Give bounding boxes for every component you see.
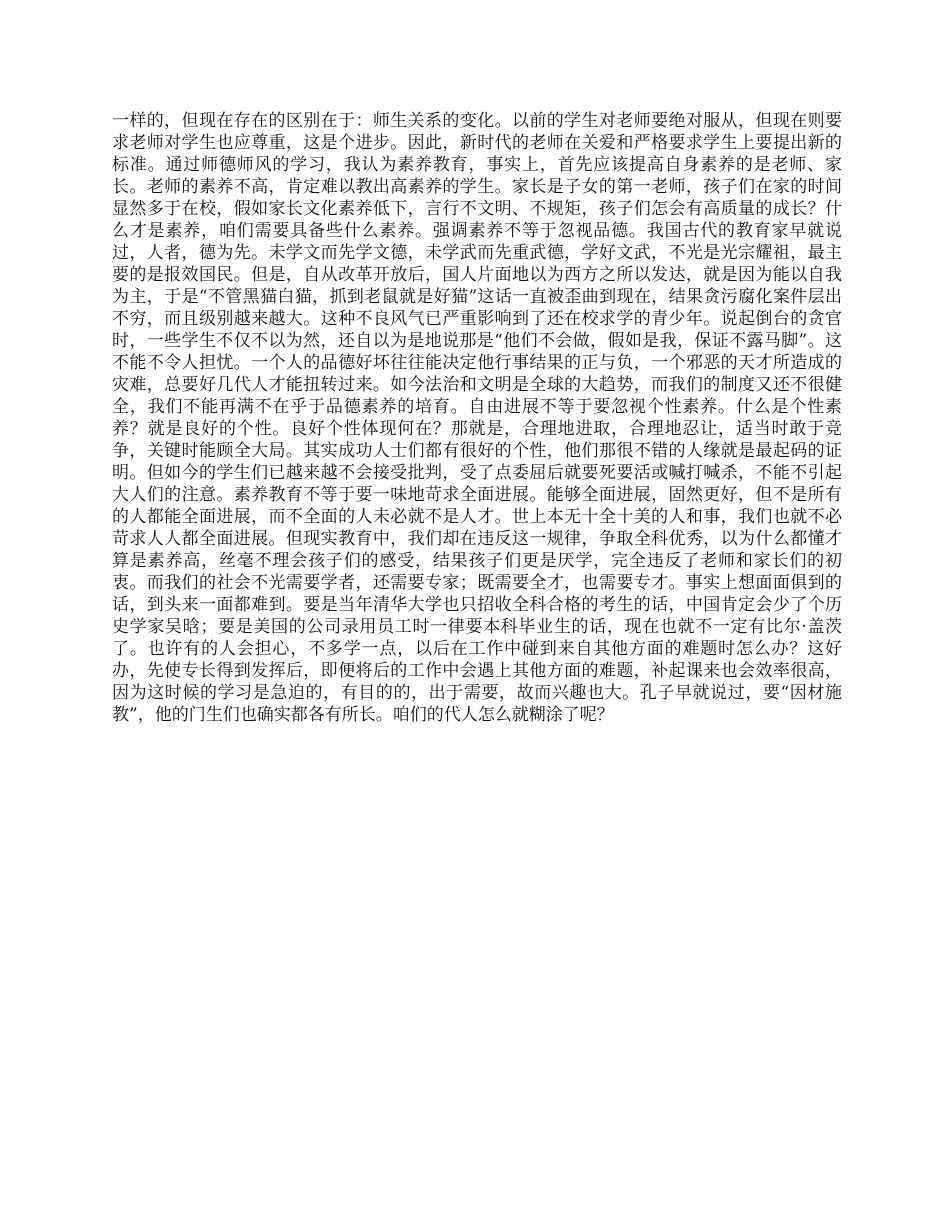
body-paragraph: 一样的，但现在存在的区别在于：师生关系的变化。以前的学生对老师要绝对服从，但现在则要求老师对学生也应尊重，这是个进步。因此，新时代的老师在关爱和严格要求学生上要提出新的标准。通过师德师风的学习，我认为素养教育，事实上，首先应该提高自身素养的是老师、家长。老师的素养不高，肯定难以教出高素养的学生。家长是子女的第一老师，孩子们在家的时间显然多于在校，假如家长文化素养低下，言行不文明、不规矩，孩子们怎会有高质量的成长？什么才是素养，咱们需要具备些什么素养。强调素养不等于忽视品德。我国古代的教育家早就说过，人者，德为先。未学文而先学文德，未学武而先重武德，学好文武，不光是光宗耀祖，最主要的是报效国民。但是，自从改革开放后，国人片面地以为西方之所以发达，就是因为能以自我为主，于是“不管黑猫白猫，抓到老鼠就是好猫”这话一直被歪曲到现在，结果贪污腐化案件层出不穷，而且级别越来越大。这种不良风气已严重影响到了还在校求学的青少年。说起倒台的贪官时，一些学生不仅不以为然，还自以为是地说那是“他们不会做，假如是我，保证不露马脚”。这不能不令人担忧。一个人的品德好坏往往能决定他行事结果的正与负，一个邪恶的天才所造成的灾难，总要好几代人才能扭转过来。如今法治和文明是全球的大趋势，而我们的制度又还不很健全，我们不能再满不在乎于品德素养的培育。自由进展不等于要忽视个性素养。什么是个性素养？就是良好的个性。良好个性体现何在？那就是，合理地进取，合理地忍让，适当时敢于竞争，关键时能顾全大局。其实成功人士们都有很好的个性，他们那很不错的人缘就是最起码的证明。但如今的学生们已越来越不会接受批判，受了点委屈后就要死要活或喊打喊杀，不能不引起大人们的注意。素养教育不等于要一味地苛求全面进展。能够全面进展，固然更好，但不是所有的人都能全面进展，而不全面的人未必就不是人才。世上本无十全十美的人和事，我们也就不必苛求人人都全面进展。但现实教育中，我们却在违反这一规律，争取全科优秀，以为什么都懂才算是素养高，丝毫不理会孩子们的感受，结果孩子们更是厌学，完全违反了老师和家长们的初衷。而我们的社会不光需要学者，还需要专家；既需要全才，也需要专才。事实上想面面俱到的话，到头来一面都难到。要是当年清华大学也只招收全科合格的考生的话，中国肯定会少了个历史学家吴晗；要是美国的公司录用员工时一律要本科毕业生的话，现在也就不一定有比尔·盖茨了。也许有的人会担心，不多学一点，以后在工作中碰到来自其他方面的难题时怎么办？这好办，先使专长得到发挥后，即便将后的工作中会遇上其他方面的难题，补起课来也会效率很高，因为这时候的学习是急迫的，有目的的，出于需要，故而兴趣也大。孔子早就说过，要“因材施教”，他的门生们也确实都各有所长。咱们的代人怎么就糊涂了呢？: [112, 111, 842, 725]
